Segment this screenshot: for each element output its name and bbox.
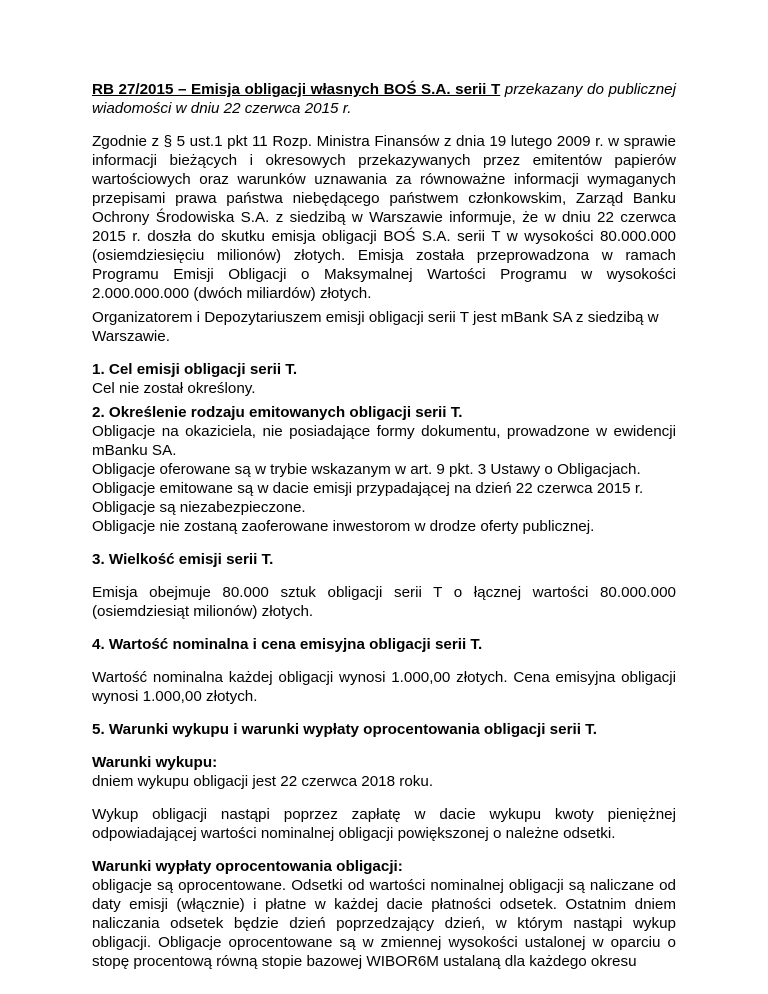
redemption-date-text: dniem wykupu obligacji jest 22 czerwca 2018 roku.	[92, 773, 434, 790]
interest-heading: Warunki wypłaty oprocentowania obligacji:	[92, 858, 403, 875]
section-3-text: Emisja obejmuje 80.000 sztuk obligacji serii T o łącznej wartości 80.000.000 (osiemdziesiąt milionów) złotych.	[92, 584, 676, 620]
section-2-heading: 2. Określenie rodzaju emitowanych obligacji serii T.	[92, 404, 463, 421]
section-2-line: Obligacje na okaziciela, nie posiadające formy dokumentu, prowadzone w ewidencji mBanku SA.	[92, 423, 676, 459]
section-2-line: Obligacje emitowane są w dacie emisji przypadającej na dzień 22 czerwca 2015 r.	[92, 480, 644, 497]
organizer-paragraph: Organizatorem i Depozytariuszem emisji obligacji serii T jest mBank SA z siedzibą w Warszawie.	[92, 309, 659, 345]
title-bold: RB 27/2015 – Emisja obligacji własnych BOŚ S.A. serii T	[92, 81, 501, 98]
section-1-text: Cel nie został określony.	[92, 380, 256, 397]
section-2-line: Obligacje oferowane są w trybie wskazanym w art. 9 pkt. 3 Ustawy o Obligacjach.	[92, 461, 641, 478]
section-4-heading: 4. Wartość nominalna i cena emisyjna obligacji serii T.	[92, 636, 483, 653]
title-italic: przekazany do publicznej wiadomości w dniu 22 czerwca 2015 r.	[92, 81, 676, 117]
section-2-line: Obligacje są niezabezpieczone.	[92, 499, 306, 516]
section-4-text: Wartość nominalna każdej obligacji wynosi 1.000,00 złotych. Cena emisyjna obligacji wynosi 1.000,00 złotych.	[92, 669, 676, 705]
section-5-heading: 5. Warunki wykupu i warunki wypłaty oprocentowania obligacji serii T.	[92, 721, 597, 738]
section-2-line: Obligacje nie zostaną zaoferowane inwestorom w drodze oferty publicznej.	[92, 518, 595, 535]
redemption-heading: Warunki wykupu:	[92, 754, 218, 771]
redemption-text: Wykup obligacji nastąpi poprzez zapłatę w dacie wykupu kwoty pieniężnej odpowiadającej wartości nominalnej obligacji powiększonej o należne odsetki.	[92, 806, 676, 842]
interest-text: obligacje są oprocentowane. Odsetki od wartości nominalnej obligacji są naliczane od daty emisji (włącznie) i płatne w każdej dacie płatności odsetek. Ostatnim dniem naliczania odsetek będzie dzień poprzedzający dzień, w którym nastąpi wykup obligacji. Obligacje oprocentowane są w zmiennej wysokości ustalonej w oparciu o stopę procentową równą stopie bazowej WIBOR6M ustalaną dla każdego okresu	[92, 877, 676, 970]
section-3-heading: 3. Wielkość emisji serii T.	[92, 551, 274, 568]
intro-paragraph: Zgodnie z § 5 ust.1 pkt 11 Rozp. Ministra Finansów z dnia 19 lutego 2009 r. w sprawie informacji bieżących i okresowych przekazywanych przez emitentów papierów wartościowych oraz warunków uznawania za równoważne informacji wymaganych przepisami prawa państwa niebędącego państwem członkowskim, Zarząd Banku Ochrony Środowiska S.A. z siedzibą w Warszawie informuje, że w dniu 22 czerwca 2015 r. doszła do skutku emisja obligacji BOŚ S.A. serii T w wysokości 80.000.000 (osiemdziesięciu milionów) złotych. Emisja została przeprowadzona w ramach Programu Emisji Obligacji o Maksymalnej Wartości Programu w wysokości 2.000.000.000 (dwóch miliardów) złotych.	[92, 133, 676, 302]
section-1-heading: 1. Cel emisji obligacji serii T.	[92, 361, 298, 378]
document-title	[92, 80, 676, 118]
document-page	[92, 80, 676, 971]
